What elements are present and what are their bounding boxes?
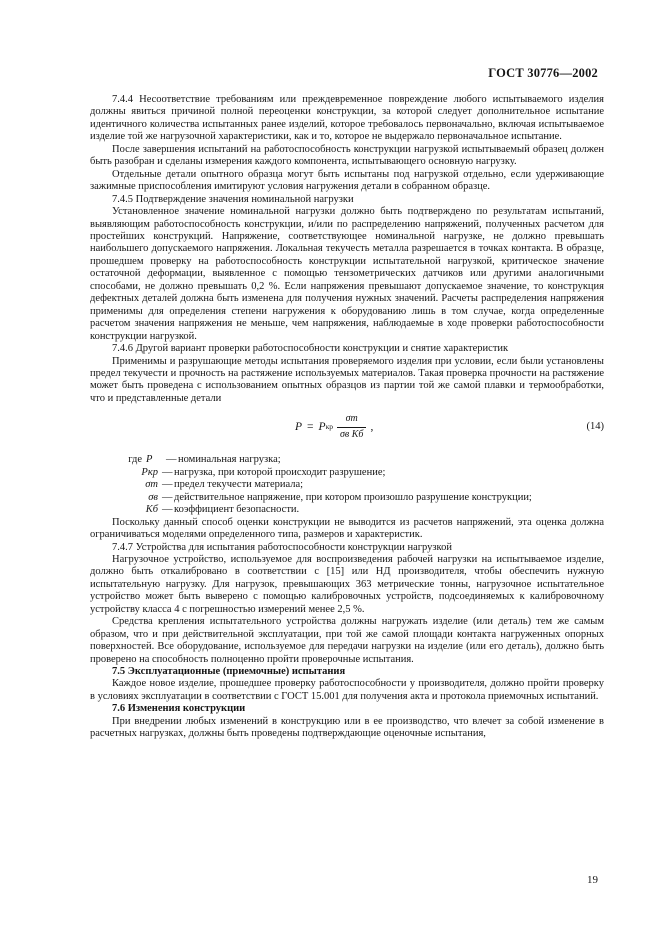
- paragraph: Поскольку данный способ оценки конструкции не выводится из расчетов напряжений, эта оценка должна ограничиваться моделями определенного типа, размеров и характеристик.: [90, 516, 604, 541]
- page-number: 19: [587, 874, 598, 886]
- paragraph: Каждое новое изделие, прошедшее проверку работоспособности у производителя, должно пройти проверку в условиях эксплуатации в соответствии с ГОСТ 15.001 для получения акта и протокола приемочных испытаний.: [90, 678, 604, 702]
- formula-tail: ,: [370, 421, 374, 434]
- paragraph: Установленное значение номинальной нагрузки должно быть подтверждено по результатам испытаний, выявляющим работоспособность конструкции, и/или по распределению напряжений, полученных расчетом для простейших конструкций. Напряжение, соответствующее номинальной нагрузке, не должно превышать наибольшего допускаемого напряжения. Локальная текучесть металла разрешается в точках контакта. В образце, прошедшем проверку на работоспособность конструкции испытательной нагрузкой, критическое значение остаточной деформации, выявленное с помощью тензометрических датчиков или другими аналогичными способами, не должно превышать 0,2 %. Если напряжения превышают допускаемое значение, то конструкция дефектных деталей должна быть изменена для получения нужных значений. Расчеты распределения напряжения применимы для определения степени нагружения к оборудованию лишь в том случае, когда определенные расчетом значения напряжения не меньше, чем напряжения, наблюдаемые в ходе проверки работоспособности конструкции нагрузкой.: [90, 206, 604, 342]
- formula-lhs: P: [295, 421, 303, 434]
- formula-coef: P: [318, 421, 326, 434]
- equation-number: (14): [586, 421, 604, 433]
- formula-14: [90, 409, 604, 451]
- definition-symbol: σв: [148, 491, 158, 503]
- definition-symbol: Pкр: [141, 466, 158, 478]
- page-body: [90, 94, 604, 741]
- paragraph: Нагрузочное устройство, используемое для воспроизведения рабочей нагрузки на испытываемое изделие, должно быть откалибровано в соответствии с [15] или НД производителя, чтобы обеспечить нужную испытательную нагрузку. Для нагрузок, превышающих 363 метрические тонны, нагрузочное испытательное устройство может быть выверено с помощью калибровочных устройств, подсоединяемых к калибровочному устройству класса 4 с погрешностью измерений менее 2,5 %.: [90, 553, 604, 615]
- definition-symbol: Kб: [145, 504, 158, 516]
- document-header: ГОСТ 30776—2002: [488, 66, 598, 80]
- subsection-heading: 7.4.5 Подтверждение значения номинальной нагрузки: [112, 193, 354, 205]
- definition-text: действительное напряжение, при котором произошло разрушение конструкции;: [174, 491, 532, 503]
- definition-dash: —: [162, 466, 173, 478]
- paragraph: 7.4.4 Несоответствие требованиям или преждевременное повреждение любого испытываемого изделия должны явиться причиной полной переоценки конструкции, за которой следует дополнительное испытание идентичного количества испытанных ранее изделий, которое требовалось первоначально, включая испытываемое изделие той же нагрузочной характеристики, как и то, которое не выдержало первоначальное испытание.: [90, 94, 604, 143]
- paragraph: После завершения испытаний на работоспособность конструкции нагрузкой испытываемый образец должен быть разобран и сделаны измерения каждого компонента, испытывающего основную нагрузку.: [90, 143, 604, 168]
- section-heading: 7.5 Эксплуатационные (приемочные) испытания: [112, 666, 346, 678]
- definitions-intro: где: [128, 454, 142, 466]
- definition-row: [90, 467, 604, 479]
- definition-symbol: P: [146, 454, 153, 466]
- definition-dash: —: [162, 479, 173, 491]
- definition-dash: —: [162, 504, 173, 516]
- section-heading: 7.6 Изменения конструкции: [112, 703, 246, 715]
- subsection-heading: 7.4.6 Другой вариант проверки работоспособности конструкции и снятие характеристик: [112, 343, 509, 355]
- formula-denominator: σв Kб: [339, 428, 364, 440]
- definition-row: [90, 454, 604, 466]
- definition-dash: —: [166, 454, 177, 466]
- paragraph: При внедрении любых изменений в конструкцию или в ее производство, что влечет за собой изменение в расчетных нагрузках, должны быть проведены подтверждающие оценочные испытания,: [90, 715, 604, 740]
- formula-equals: =: [307, 421, 314, 434]
- definition-text: предел текучести материала;: [174, 479, 304, 491]
- definition-text: номинальная нагрузка;: [178, 454, 281, 466]
- formula-coef-sub: кр: [325, 422, 333, 432]
- paragraph: Применимы и разрушающие методы испытания проверяемого изделия при условии, если были установлены предел текучести и прочность на растяжение используемых материалов. Такая проверка прочности на растяжение может быть проведена с использованием опытных образцов из партии той же самой плавки и термообработки, что и представленные детали: [90, 355, 604, 404]
- formula-numerator: σт: [345, 413, 358, 425]
- paragraph: Средства крепления испытательного устройства должны нагружать изделие (или деталь) тем же самым образом, что и при действительной эксплуатации, при той же самой площади контакта нагруженных опорных поверхностей. Все оборудование, используемое для передачи нагрузки на изделие (или его деталь), должно быть проверено на способность полноценно пройти проверочные испытания.: [90, 616, 604, 665]
- subsection-heading: 7.4.7 Устройства для испытания работоспособности конструкции нагрузкой: [112, 541, 452, 553]
- definition-row: [90, 504, 604, 516]
- definition-symbol: σт: [145, 479, 158, 491]
- paragraph: Отдельные детали опытного образца могут быть испытаны под нагрузкой отдельно, если удерживающие зажимные приспособления имитируют условия нагружения детали в собранном образце.: [90, 168, 604, 193]
- definition-text: нагрузка, при которой происходит разрушение;: [174, 466, 386, 478]
- definition-text: коэффициент безопасности.: [174, 504, 300, 516]
- definition-row: [90, 492, 604, 504]
- definitions-list: [90, 454, 604, 516]
- definition-dash: —: [162, 491, 173, 503]
- definition-row: [90, 479, 604, 491]
- formula-fraction: [337, 413, 366, 441]
